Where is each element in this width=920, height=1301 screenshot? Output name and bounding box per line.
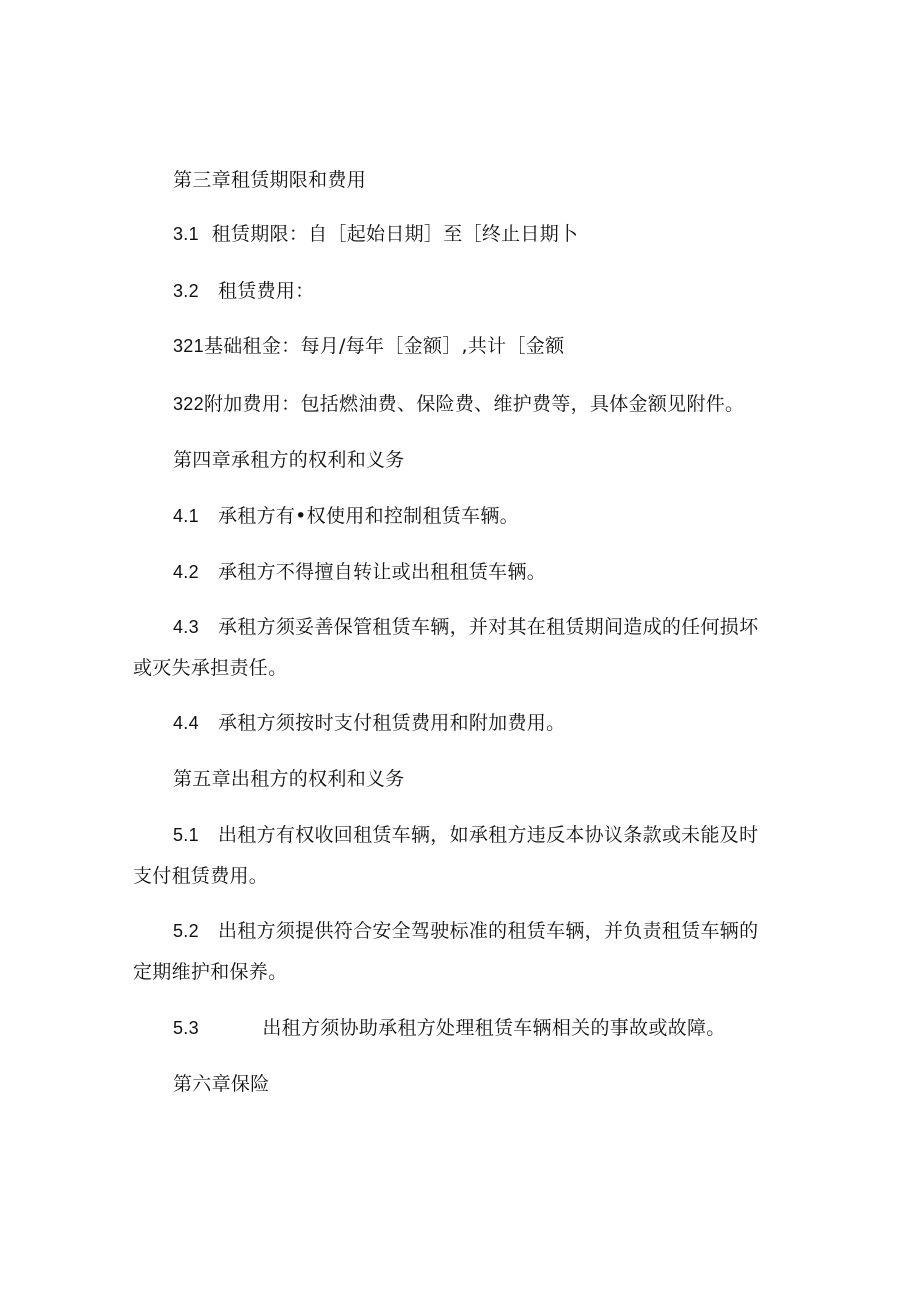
section-number: 322 — [173, 394, 204, 414]
section-3-2 — [173, 279, 314, 303]
section-5-3 — [173, 1016, 726, 1040]
section-text: 承租方有•权使用和控制租赁车辆。 — [217, 505, 519, 527]
section-number: 5.2 — [173, 921, 199, 941]
section-number: 4.4 — [173, 713, 199, 733]
section-text: 租赁期限：自［起始日期］至［终止日期卜 — [211, 223, 579, 245]
section-number: 3.1 — [173, 224, 199, 244]
section-number: 4.2 — [173, 562, 199, 582]
chapter-3-title: 第三章租赁期限和费用 — [173, 169, 367, 191]
section-text: 出租方须协助承租方处理租赁车辆相关的事故或故障。 — [262, 1017, 726, 1039]
chapter-6-title: 第六章保险 — [173, 1073, 270, 1095]
section-5-1-continued: 支付租赁费用。 — [133, 865, 269, 887]
section-number: 4.1 — [173, 506, 199, 526]
section-text: 承租方须按时支付租赁费用和附加费用。 — [217, 712, 566, 734]
section-4-3-continued: 或灭失承担责任。 — [133, 657, 288, 679]
section-4-1 — [173, 504, 519, 528]
section-5-2 — [173, 919, 758, 943]
section-text: 承租方须妥善保管租赁车辆，并对其在租赁期间造成的任何损坏 — [217, 616, 759, 638]
section-number: 3.2 — [173, 281, 199, 301]
section-3-2-1 — [173, 334, 564, 358]
section-3-1 — [173, 222, 578, 246]
section-text: 出租方有权收回租赁车辆，如承租方违反本协议条款或未能及时 — [217, 824, 759, 846]
section-4-3 — [173, 615, 758, 639]
section-5-1 — [173, 823, 758, 847]
section-4-2 — [173, 560, 546, 584]
section-number: 5.3 — [173, 1018, 199, 1038]
section-3-2-2 — [173, 392, 744, 416]
section-5-2-continued: 定期维护和保养。 — [133, 961, 288, 983]
chapter-5-title: 第五章出租方的权利和义务 — [173, 768, 405, 790]
section-text: 基础租金：每月/每年［金额］,共计［金额 — [203, 335, 565, 357]
section-number: 4.3 — [173, 617, 199, 637]
section-text: 出租方须提供符合安全驾驶标准的租赁车辆，并负责租赁车辆的 — [217, 920, 759, 942]
section-number: 321 — [173, 336, 204, 356]
section-text: 租赁费用： — [217, 280, 315, 302]
section-text: 附加费用：包括燃油费、保险费、维护费等，具体金额见附件。 — [203, 393, 745, 415]
section-4-4 — [173, 711, 565, 735]
chapter-4-title: 第四章承租方的权利和义务 — [173, 449, 405, 471]
section-text: 承租方不得擅自转让或出租租赁车辆。 — [217, 561, 547, 583]
section-number: 5.1 — [173, 825, 199, 845]
